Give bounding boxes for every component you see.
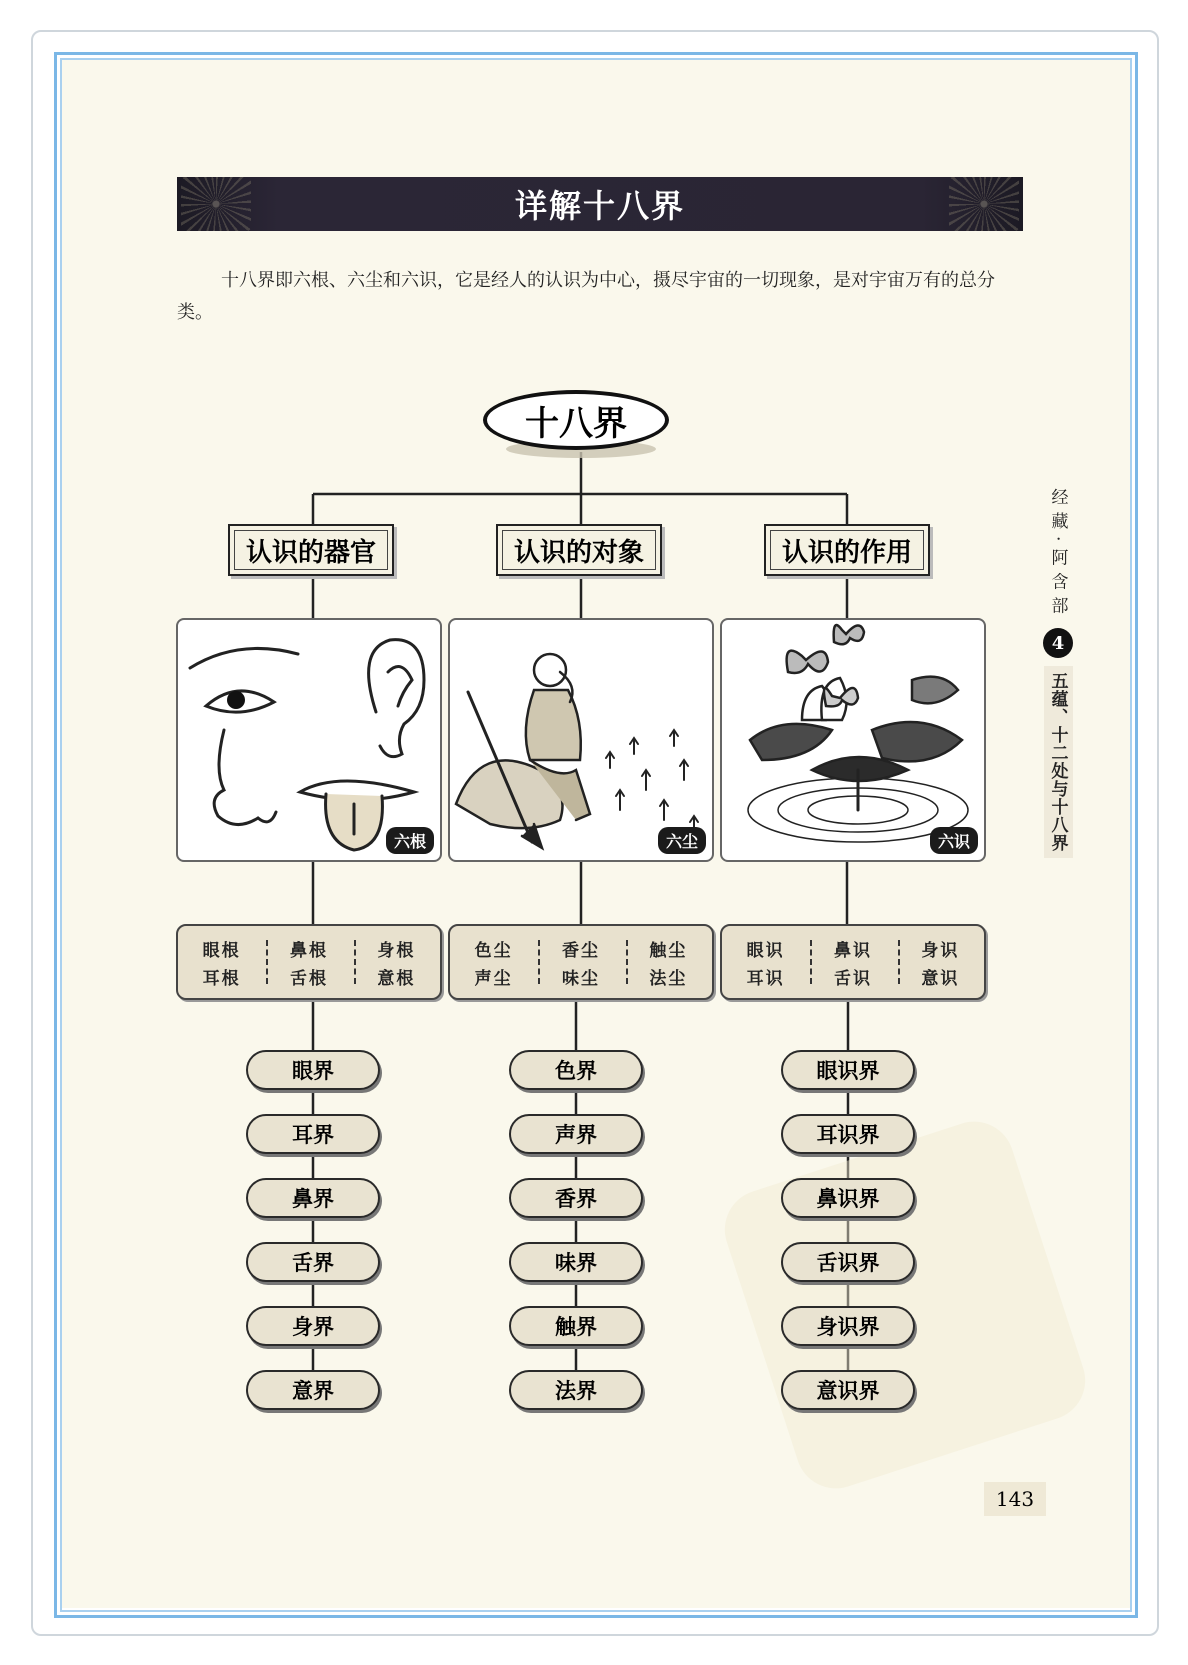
list-item: 色尘 [474,940,513,961]
divider [354,940,356,984]
list-item: 触尘 [649,940,688,961]
divider [626,940,628,984]
eyebrow-icon [190,648,298,668]
panel-six-consciousnesses [720,618,986,862]
list-item: 眼识 [746,940,785,961]
badge-six-dusts: 六尘 [658,827,706,854]
farmer-illustration [450,620,714,862]
realm-pill: 香界 [509,1178,643,1218]
realm-pill: 鼻界 [246,1178,380,1218]
realm-pill: 意界 [246,1370,380,1410]
badge-six-consciousnesses: 六识 [930,827,978,854]
realm-pill: 耳识界 [781,1114,915,1154]
list-six-dusts [448,924,714,1000]
list-item: 鼻根 [289,940,328,961]
list-item: 法尘 [649,968,688,989]
list-six-roots [176,924,442,1000]
category-organs: 认识的器官 [228,524,394,576]
list-item: 香尘 [561,940,600,961]
list-item: 意识 [921,968,960,989]
category-functions: 认识的作用 [764,524,930,576]
list-item: 身根 [377,940,416,961]
book-label: 经藏·阿含部 [1047,488,1068,621]
realm-pill: 舌识界 [781,1242,915,1282]
realm-pill: 眼界 [246,1050,380,1090]
realm-pill: 色界 [509,1050,643,1090]
list-item: 耳识 [746,968,785,989]
panel-six-dusts [448,618,714,862]
realm-pill: 耳界 [246,1114,380,1154]
side-tab [1040,488,1076,858]
list-item: 声尘 [474,968,513,989]
section-title: 详解十八界 [514,187,685,225]
list-item: 舌根 [289,968,328,989]
list-item: 舌识 [833,968,872,989]
list-six-consciousnesses [720,924,986,1000]
ear-icon [369,640,424,757]
realm-pill: 鼻识界 [781,1178,915,1218]
page-number: 143 [984,1482,1046,1516]
root-node: 十八界 [483,390,669,450]
list-item: 身识 [921,940,960,961]
realm-pill: 味界 [509,1242,643,1282]
list-item: 耳根 [202,968,241,989]
realm-pill: 身识界 [781,1306,915,1346]
divider [898,940,900,984]
panel-six-roots [176,618,442,862]
realm-pill: 意识界 [781,1370,915,1410]
divider [538,940,540,984]
lotus-illustration [722,620,986,862]
list-item: 鼻识 [833,940,872,961]
list-item: 味尘 [561,968,600,989]
realm-pill: 触界 [509,1306,643,1346]
realm-pill: 身界 [246,1306,380,1346]
category-objects: 认识的对象 [496,524,662,576]
list-item: 意根 [377,968,416,989]
chapter-number-badge: 4 [1043,628,1073,658]
nose-icon [214,730,276,825]
intro-text: 十八界即六根、六尘和六识，它是经人的认识为中心，摄尽宇宙的一切现象，是对宇宙万有的总分类。 [177,270,995,323]
list-item: 眼根 [202,940,241,961]
farmer-head-icon [534,654,566,686]
butterfly-icon [787,651,828,673]
realm-pill: 舌界 [246,1242,380,1282]
badge-six-roots: 六根 [386,827,434,854]
divider [810,940,812,984]
realm-pill: 法界 [509,1370,643,1410]
divider [266,940,268,984]
lotus-leaf-icon [750,724,832,760]
face-illustration [178,620,442,862]
chapter-title: 五蕴、十二处与十八界 [1044,666,1073,858]
realm-pill: 眼识界 [781,1050,915,1090]
realm-pill: 声界 [509,1114,643,1154]
